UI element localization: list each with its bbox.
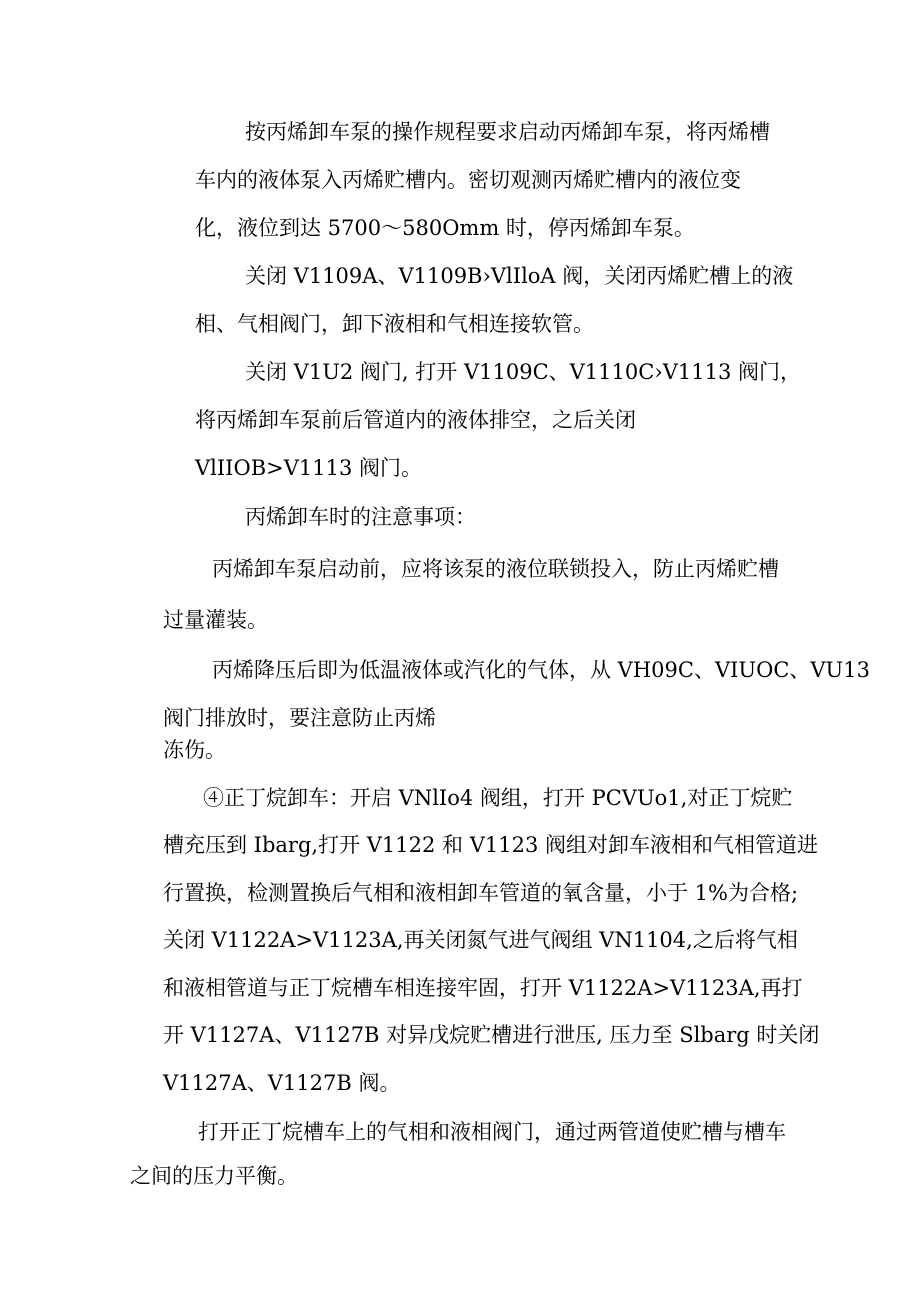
text-line: 和液相管道与正丁烷槽车相连接牢固，打开 V1122A>V1123A,再打 (163, 976, 803, 1000)
text-line: 将丙烯卸车泵前后管道内的液体排空，之后关闭 (195, 408, 636, 432)
text-line: 开 V1127A、V1127B 对异戊烷贮槽进行泄压, 压力至 Slbarg 时关闭 (163, 1023, 820, 1047)
text-line: 按丙烯卸车泵的操作规程要求启动丙烯卸车泵，将丙烯槽 (245, 120, 770, 144)
text-line: 阀门排放时，要注意防止丙烯 (163, 706, 436, 730)
text-line: V1127A、V1127B 阀。 (163, 1071, 401, 1095)
text-line: 关闭 V1U2 阀门, 打开 V1109C、V1110C›V1113 阀门， (245, 360, 801, 384)
text-line: 打开正丁烷槽车上的气相和液相阀门，通过两管道使贮槽与槽车 (198, 1120, 786, 1144)
text-line: 丙烯卸车泵启动前，应将该泵的液位联锁投入，防止丙烯贮槽 (212, 557, 779, 581)
section-heading: 丙烯卸车时的注意事项： (245, 505, 476, 529)
text-line: ④正丁烷卸车：开启 VNlIo4 阀组，打开 PCVUo1,对正丁烷贮 (203, 786, 793, 810)
text-line: 之间的压力平衡。 (130, 1164, 298, 1188)
text-line: 过量灌装。 (163, 608, 268, 632)
text-line: 冻伤。 (163, 738, 226, 762)
text-line: 丙烯降压后即为低温液体或汽化的气体，从 VH09C、VIUOC、VU13 (212, 658, 870, 682)
text-line: 关闭 V1122A>V1123A,再关闭氮气进气阀组 VN1104,之后将气相 (163, 928, 798, 952)
text-line: 相、气相阀门，卸下液相和气相连接软管。 (195, 312, 594, 336)
text-line: 关闭 V1109A、V1109B›VlIloA 阀，关闭丙烯贮槽上的液 (245, 264, 794, 288)
text-line: 车内的液体泵入丙烯贮槽内。密切观测丙烯贮槽内的液位变 (195, 168, 741, 192)
text-line: 槽充压到 Ibarg,打开 V1122 和 V1123 阀组对卸车液相和气相管道进 (163, 833, 819, 857)
text-line: VlIIOB>V1113 阀门。 (195, 456, 423, 480)
text-line: 化，液位到达 5700～580Omm 时，停丙烯卸车泵。 (195, 216, 695, 240)
text-line: 行置换，检测置换后气相和液相卸车管道的氧含量，小于 1%为合格; (163, 881, 799, 905)
